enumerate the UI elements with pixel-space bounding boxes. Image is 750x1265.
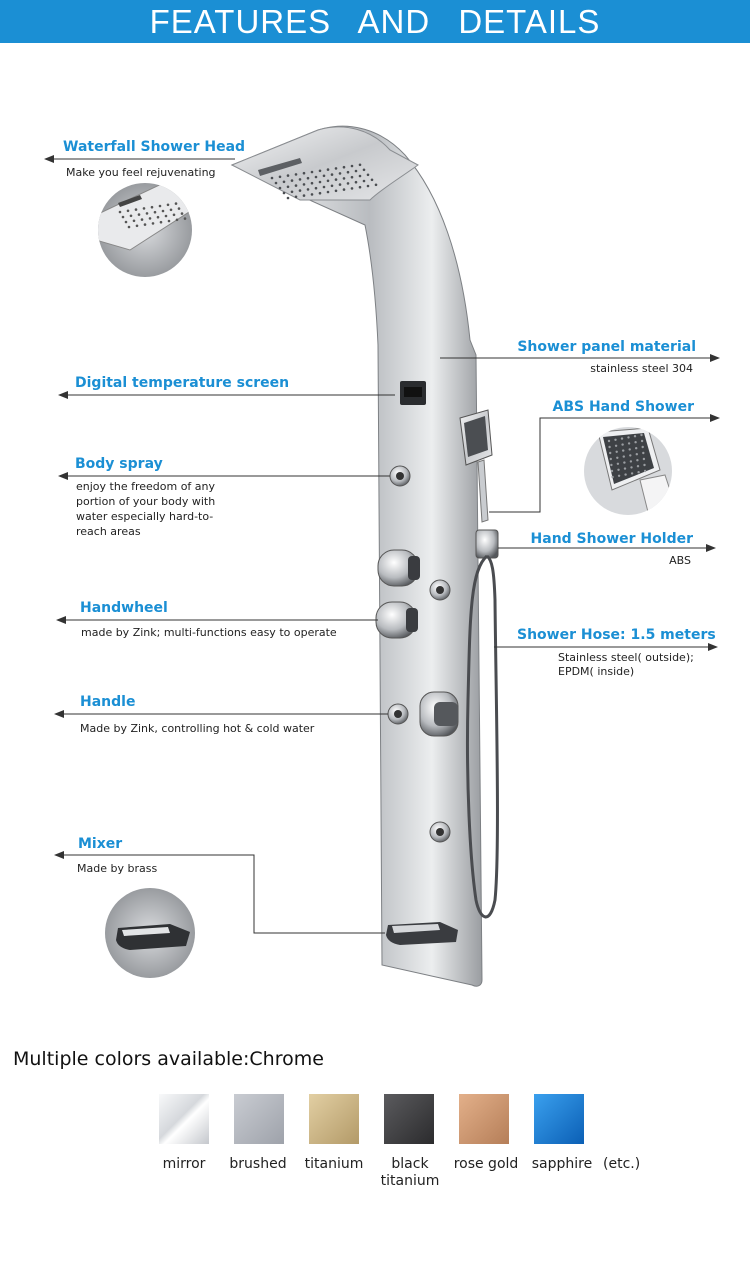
abs-hand-shower-zoom-image <box>584 427 680 520</box>
swatch-label-titanium: titanium <box>304 1156 364 1172</box>
swatch-rose-gold <box>459 1094 509 1144</box>
banner-title: FEATURES AND DETAILS <box>149 3 601 40</box>
mixer-title: Mixer <box>78 836 123 852</box>
swatch-label-rose-gold: rose gold <box>453 1156 519 1172</box>
shower-hose-title: Shower Hose: 1.5 meters <box>517 627 716 643</box>
abs-hand-shower-title: ABS Hand Shower <box>552 399 694 415</box>
swatch-brushed <box>234 1094 284 1144</box>
digital-temperature-screen-title: Digital temperature screen <box>75 375 290 391</box>
swatch-sapphire <box>534 1094 584 1144</box>
handle-desc: Made by Zink, controlling hot & cold water <box>80 722 315 735</box>
colors-heading: Multiple colors available:Chrome <box>13 1048 324 1070</box>
colors-etc: (etc.) <box>603 1156 641 1172</box>
mixer-desc: Made by brass <box>77 862 158 875</box>
swatch-titanium <box>309 1094 359 1144</box>
shower-panel-material-desc: stainless steel 304 <box>590 362 693 375</box>
body-spray-title: Body spray <box>75 456 163 472</box>
swatch-label-black-titanium: black titanium <box>380 1156 440 1189</box>
mixer-zoom-image <box>105 888 195 978</box>
waterfall-zoom-image <box>96 180 200 277</box>
handle-title: Handle <box>80 694 136 710</box>
shower-hose-desc-line2: EPDM( inside) <box>558 665 635 678</box>
swatch-label-brushed: brushed <box>229 1156 287 1172</box>
handwheel-title: Handwheel <box>80 600 168 616</box>
shower-panel <box>232 126 482 986</box>
handwheel-desc: made by Zink; multi-functions easy to operate <box>81 626 337 639</box>
swatch-mirror <box>159 1094 209 1144</box>
hand-shower-holder-title: Hand Shower Holder <box>530 531 693 547</box>
waterfall-shower-head-title: Waterfall Shower Head <box>63 139 246 155</box>
swatch-black-titanium <box>384 1094 434 1144</box>
mixer-spout <box>386 922 458 945</box>
hand-shower-holder-desc: ABS <box>669 554 691 567</box>
body-spray-desc: enjoy the freedom of any portion of your body with water especially hard-to-reach areas <box>76 480 216 538</box>
waterfall-shower-head-desc: Make you feel rejuvenating <box>66 166 216 179</box>
swatch-label-sapphire: sapphire <box>531 1156 593 1172</box>
swatch-label-mirror: mirror <box>162 1156 206 1172</box>
shower-hose-desc-line1: Stainless steel( outside); <box>558 651 694 664</box>
shower-panel-material-title: Shower panel material <box>517 339 696 355</box>
handle-lever <box>420 692 458 736</box>
